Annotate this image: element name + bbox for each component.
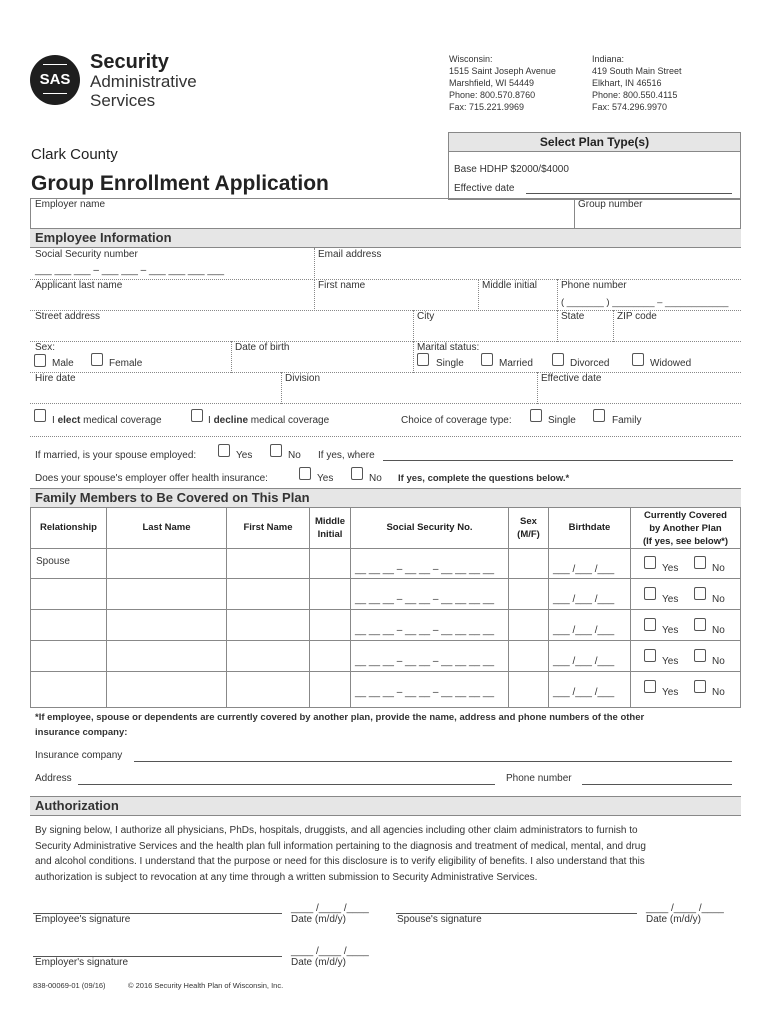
group-number-label: Group number xyxy=(578,199,643,210)
ssn-cell[interactable]: __ __ __ – __ __ – __ __ __ __ xyxy=(355,687,495,698)
family-title: Family Members to Be Covered on This Plan xyxy=(35,490,310,505)
insurance-company-field[interactable] xyxy=(134,761,732,762)
plan-option: Base HDHP $2000/$4000 xyxy=(454,164,569,175)
logo-line-administrative: Administrative xyxy=(90,72,197,91)
covered-no-label: No xyxy=(712,656,725,667)
ssn-cell[interactable]: __ __ __ – __ __ – __ __ __ __ xyxy=(355,656,495,667)
col-covered: Currently Covered by Another Plan (If yes, see below*) xyxy=(642,510,728,547)
decline-coverage-checkbox[interactable] xyxy=(191,409,203,422)
logo-line-security: Security xyxy=(90,51,169,73)
group-number-field[interactable] xyxy=(575,210,739,227)
marital-single-checkbox[interactable] xyxy=(417,353,429,366)
other-address-label: Address xyxy=(35,773,72,784)
division-field[interactable] xyxy=(283,386,536,402)
city-label: City xyxy=(417,311,435,322)
spouse-signature-label: Spouse's signature xyxy=(397,914,482,925)
employee-effective-label: Effective date xyxy=(541,373,602,384)
covered-yes-label: Yes xyxy=(662,656,679,667)
birthdate-cell[interactable]: ___ /___ /___ xyxy=(553,564,615,575)
spouse-date-field[interactable]: ____ /____ /____ xyxy=(646,903,724,914)
insurance-company-label: Insurance company xyxy=(35,750,123,761)
first-name-field[interactable] xyxy=(316,293,477,309)
marital-widowed-label: Widowed xyxy=(650,358,692,369)
elect-coverage-checkbox[interactable] xyxy=(34,409,46,422)
covered-no-checkbox[interactable] xyxy=(694,556,706,569)
last-name-field[interactable] xyxy=(31,293,313,309)
covered-yes-checkbox[interactable] xyxy=(644,649,656,662)
authorization-header xyxy=(30,796,741,816)
marital-label: Marital status: xyxy=(417,342,480,353)
zip-field[interactable] xyxy=(615,324,739,340)
spouse-employed-no-label: No xyxy=(288,450,301,461)
office-indiana: Indiana: 419 South Main Street Elkhart, IN 46516 Phone: 800.550.4115 Fax: 574.296.9970 xyxy=(592,54,682,112)
covered-yes-checkbox[interactable] xyxy=(644,680,656,693)
plan-effective-label: Effective date xyxy=(454,183,515,194)
logo xyxy=(30,55,80,105)
birthdate-cell[interactable]: ___ /___ /___ xyxy=(553,594,615,605)
elect-coverage-label: I elect medical coverage xyxy=(52,415,162,426)
ssn-cell[interactable]: __ __ __ – __ __ – __ __ __ __ xyxy=(355,594,495,605)
sex-male-checkbox[interactable] xyxy=(34,354,46,367)
sex-male-label: Male xyxy=(52,358,74,369)
employee-date-field[interactable]: ____ /____ /____ xyxy=(291,903,369,914)
relationship-cell: Spouse xyxy=(36,556,70,567)
email-label: Email address xyxy=(318,249,382,260)
marital-divorced-checkbox[interactable] xyxy=(552,353,564,366)
spouse-insurance-no-checkbox[interactable] xyxy=(351,467,363,480)
ssn-cell[interactable]: __ __ __ – __ __ – __ __ __ __ xyxy=(355,564,495,575)
phone-label: Phone number xyxy=(561,280,627,291)
covered-no-checkbox[interactable] xyxy=(694,649,706,662)
middle-initial-label: Middle initial xyxy=(482,280,538,291)
hire-date-field[interactable] xyxy=(31,386,280,402)
middle-initial-field[interactable] xyxy=(480,293,556,309)
covered-yes-checkbox[interactable] xyxy=(644,556,656,569)
spouse-employed-no-checkbox[interactable] xyxy=(270,444,282,457)
covered-yes-checkbox[interactable] xyxy=(644,618,656,631)
employee-date-label: Date (m/d/y) xyxy=(291,914,347,925)
covered-yes-label: Yes xyxy=(662,563,679,574)
sex-female-label: Female xyxy=(109,358,143,369)
covered-no-label: No xyxy=(712,625,725,636)
logo-line-services: Services xyxy=(90,91,156,110)
sex-female-checkbox[interactable] xyxy=(91,353,103,366)
logo-initials: SAS xyxy=(39,71,71,88)
employer-name-field[interactable] xyxy=(31,210,573,227)
covered-yes-label: Yes xyxy=(662,625,679,636)
birthdate-cell[interactable]: ___ /___ /___ xyxy=(553,656,615,667)
authorization-title: Authorization xyxy=(35,798,119,813)
ssn-cell[interactable]: __ __ __ – __ __ – __ __ __ __ xyxy=(355,625,495,636)
county-name: Clark County xyxy=(31,146,118,163)
spouse-employed-label: If married, is your spouse employed: xyxy=(35,450,197,461)
spouse-date-label: Date (m/d/y) xyxy=(646,914,702,925)
col-ssn: Social Security No. xyxy=(386,522,473,533)
other-insurance-note-2: insurance company: xyxy=(35,727,128,738)
if-yes-where-label: If yes, where xyxy=(318,450,375,461)
covered-no-label: No xyxy=(712,563,725,574)
birthdate-cell[interactable]: ___ /___ /___ xyxy=(553,687,615,698)
street-field[interactable] xyxy=(31,324,412,340)
covered-no-checkbox[interactable] xyxy=(694,587,706,600)
plan-type-header: Select Plan Type(s) xyxy=(449,133,740,152)
covered-yes-label: Yes xyxy=(662,594,679,605)
phone-field[interactable]: ( _______ ) ________ – ____________ xyxy=(561,297,729,308)
division-label: Division xyxy=(285,373,321,384)
spouse-employed-yes-label: Yes xyxy=(236,450,253,461)
ssn-label: Social Security number xyxy=(35,249,138,260)
covered-no-label: No xyxy=(712,687,725,698)
sex-label: Sex: xyxy=(35,342,56,353)
col-sex: Sex (M/F) xyxy=(517,516,540,540)
email-field[interactable] xyxy=(316,262,740,278)
coverage-single-checkbox[interactable] xyxy=(530,409,542,422)
city-field[interactable] xyxy=(415,324,556,340)
coverage-family-label: Family xyxy=(612,415,642,426)
other-phone-label: Phone number xyxy=(506,773,572,784)
col-last-name: Last Name xyxy=(142,522,191,533)
spouse-insurance-yes-label: Yes xyxy=(317,473,334,484)
covered-no-label: No xyxy=(712,594,725,605)
employer-date-label: Date (m/d/y) xyxy=(291,957,347,968)
employee-signature-label: Employee's signature xyxy=(35,914,131,925)
authorization-text: By signing below, I authorize all physicians, PhDs, hospitals, druggists, and all agencies including other claim administrators to furnish to Security Administrative Services and the health plan full information pertaining to the diagnosis and treatment of medical, mental, and drug and alcohol conditions. I understand that the purpose or need for this disclosure is to verify eligibility of benefits. I also understand that this authorization is subject to revocation at any time through a written submission to Security Administrative Services. xyxy=(35,825,646,883)
spouse-insurance-yes-checkbox[interactable] xyxy=(299,467,311,480)
street-label: Street address xyxy=(35,311,101,322)
employee-info-title: Employee Information xyxy=(35,230,172,245)
if-yes-where-field[interactable] xyxy=(383,460,733,461)
spouse-employed-yes-checkbox[interactable] xyxy=(218,444,230,457)
form-number: 838-00069-01 (09/16) xyxy=(33,981,106,990)
dob-label: Date of birth xyxy=(235,342,290,353)
dob-field[interactable] xyxy=(233,355,412,371)
first-name-label: First name xyxy=(318,280,366,291)
coverage-choice-label: Choice of coverage type: xyxy=(401,415,512,426)
marital-divorced-label: Divorced xyxy=(570,358,610,369)
marital-married-checkbox[interactable] xyxy=(481,353,493,366)
other-insurance-note-1: *If employee, spouse or dependents are currently covered by another plan, provide the name, address and phone numbers of the other xyxy=(35,712,645,723)
plan-effective-field[interactable] xyxy=(526,193,732,194)
state-field[interactable] xyxy=(559,324,612,340)
copyright: © 2016 Security Health Plan of Wisconsin, Inc. xyxy=(128,981,284,990)
employee-effective-field[interactable] xyxy=(539,386,739,402)
employer-date-field[interactable]: ____ /____ /____ xyxy=(291,946,369,957)
zip-label: ZIP code xyxy=(617,311,657,322)
other-address-field[interactable] xyxy=(78,784,495,785)
employer-signature-label: Employer's signature xyxy=(35,957,129,968)
spouse-employer-label: Does your spouse's employer offer health insurance: xyxy=(35,473,268,484)
hire-date-label: Hire date xyxy=(35,373,76,384)
decline-coverage-label: I decline medical coverage xyxy=(208,415,330,426)
complete-note: If yes, complete the questions below.* xyxy=(398,473,570,484)
marital-widowed-checkbox[interactable] xyxy=(632,353,644,366)
coverage-single-label: Single xyxy=(548,415,576,426)
col-middle-initial: Middle Initial xyxy=(314,516,346,540)
birthdate-cell[interactable]: ___ /___ /___ xyxy=(553,625,615,636)
other-phone-field[interactable] xyxy=(582,784,732,785)
covered-no-checkbox[interactable] xyxy=(694,680,706,693)
col-relationship: Relationship xyxy=(39,522,97,533)
coverage-family-checkbox[interactable] xyxy=(593,409,605,422)
state-label: State xyxy=(561,311,585,322)
page-title: Group Enrollment Application xyxy=(31,172,329,195)
spouse-insurance-no-label: No xyxy=(369,473,382,484)
marital-single-label: Single xyxy=(436,358,464,369)
ssn-field[interactable]: ___ ___ ___ – ___ ___ – ___ ___ ___ ___ xyxy=(35,265,225,276)
last-name-label: Applicant last name xyxy=(35,280,123,291)
office-wisconsin: Wisconsin: 1515 Saint Joseph Avenue Marshfield, WI 54449 Phone: 800.570.8760 Fax: 715.221.9969 xyxy=(449,54,556,112)
covered-no-checkbox[interactable] xyxy=(694,618,706,631)
covered-yes-label: Yes xyxy=(662,687,679,698)
marital-married-label: Married xyxy=(499,358,533,369)
covered-yes-checkbox[interactable] xyxy=(644,587,656,600)
col-first-name: First Name xyxy=(243,522,293,533)
col-birthdate: Birthdate xyxy=(568,522,611,533)
employer-name-label: Employer name xyxy=(35,199,106,210)
